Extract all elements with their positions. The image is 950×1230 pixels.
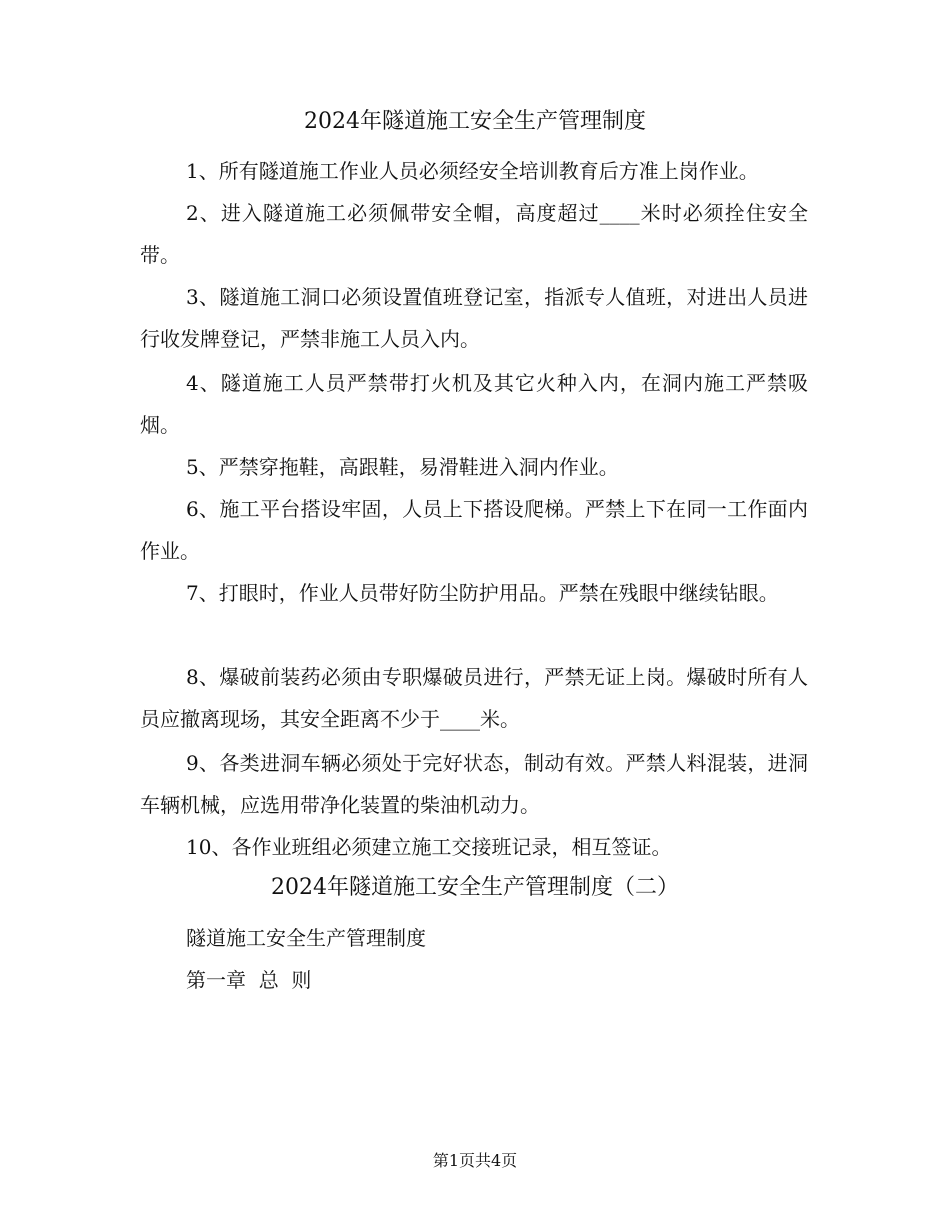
- section2-subtitle: 隧道施工安全生产管理制度: [186, 926, 426, 950]
- page-footer: 第1页共4页: [432, 1151, 518, 1170]
- paragraph-1: 1、所有隧道施工作业人员必须经安全培训教育后方准上岗作业。: [186, 159, 759, 183]
- paragraph-7: 7、打眼时，作业人员带好防尘防护用品。严禁在残眼中继续钻眼。: [186, 581, 779, 605]
- paragraph-8: 8、爆破前装药必须由专职爆破员进行，严禁无证上岗。爆破时所有人员应撤离现场，其安全距离不少于____米。: [140, 665, 808, 731]
- paragraph-4: 4、隧道施工人员严禁带打火机及其它火种入内，在洞内施工严禁吸烟。: [140, 371, 808, 437]
- document-title: 2024年隧道施工安全生产管理制度: [304, 109, 646, 134]
- paragraph-5: 5、严禁穿拖鞋，高跟鞋，易滑鞋进入洞内作业。: [186, 455, 619, 479]
- paragraph-3: 3、隧道施工洞口必须设置值班登记室，指派专人值班，对进出人员进行收发牌登记，严禁非施工人员入内。: [140, 285, 808, 351]
- paragraph-2: 2、进入隧道施工必须佩带安全帽，高度超过____米时必须拴住安全带。: [140, 201, 808, 267]
- paragraph-6: 6、施工平台搭设牢固，人员上下搭设爬梯。严禁上下在同一工作面内作业。: [140, 497, 808, 563]
- section2-title: 2024年隧道施工安全生产管理制度（二）: [271, 875, 679, 900]
- paragraph-9: 9、各类进洞车辆必须处于完好状态，制动有效。严禁人料混装，进洞车辆机械，应选用带净化装置的柴油机动力。: [140, 751, 808, 817]
- paragraph-10: 10、各作业班组必须建立施工交接班记录，相互签证。: [186, 835, 672, 859]
- chapter-heading: 第一章 总 则: [186, 968, 312, 992]
